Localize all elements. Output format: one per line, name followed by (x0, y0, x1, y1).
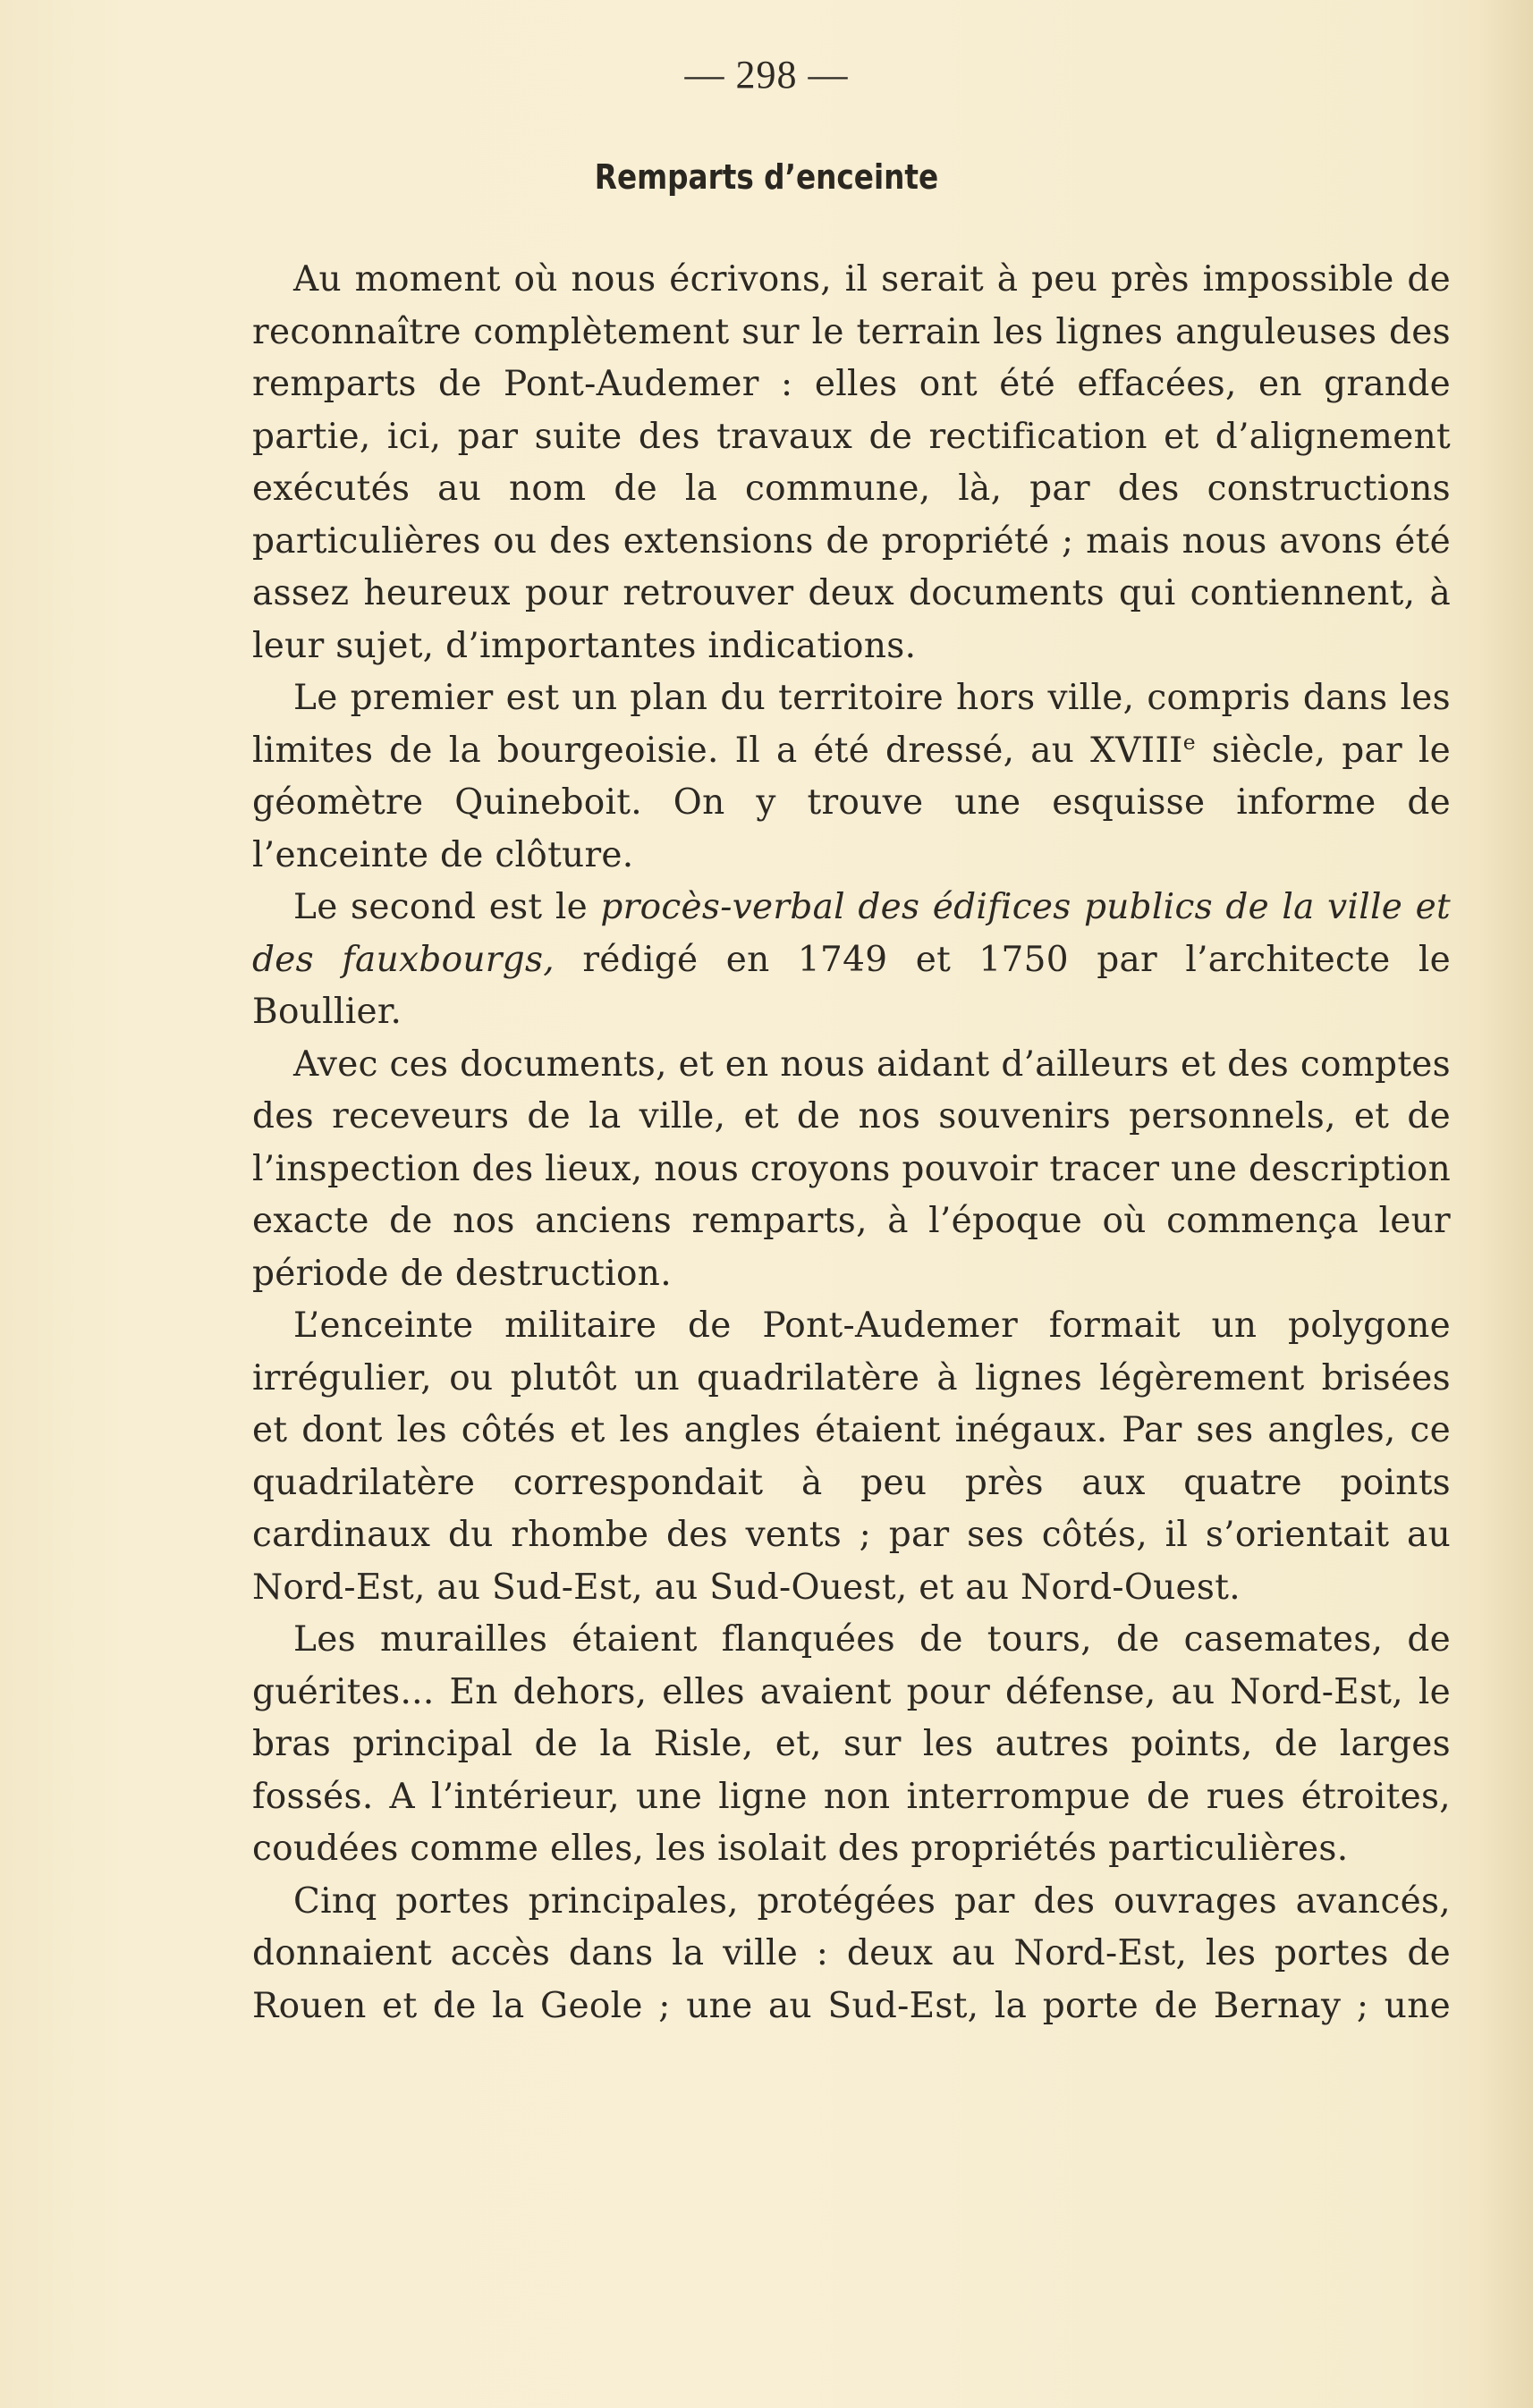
page-number: — 298 — (684, 53, 849, 97)
paragraph-4: Avec ces documents, et en nous aidant d’ailleurs et des comptes des receveurs de la ville, et de nos souvenirs personnels, et de l’inspection des lieux, nous croyons pouvoir tracer une description exacte de nos anciens remparts, à l’époque où commença leur période de destruction. (252, 1043, 1451, 1294)
section-heading: Remparts d’enceinte (594, 157, 939, 197)
paragraph-1: Au moment où nous écrivons, il serait à peu près impossible de reconnaître complètement sur le terrain les lignes anguleuses des remparts de Pont-Audemer : elles ont été effacées, en grande partie, ici, par suite des travaux de rectification et d’alignement exécutés au nom de la commune, là, par des constructions particulières ou des extensions de propriété ; mais nous avons été assez heureux pour retrouver deux documents qui contiennent, à leur sujet, d’importantes indications. (252, 259, 1451, 666)
document-title-italic: procès-verbal des édifices publics de la ville et des fauxbourgs, (252, 887, 1451, 980)
paragraph-6: Les murailles étaient flanquées de tours, de casemates, de guérites... En dehors, elles avaient pour défense, au Nord-Est, le bras principal de la Risle, et, sur les autres points, de larges fossés. A l’intérieur, une ligne non interrompue de rues étroites, coudées comme elles, les isolait des propriétés particulières. (252, 1619, 1451, 1869)
paragraph-3-text-start: Le second est le (293, 887, 601, 927)
paragraph-5: L’enceinte militaire de Pont-Audemer formait un polygone irrégulier, ou plutôt un quadrilatère à lignes légèrement brisées et dont les côtés et les angles étaient inégaux. Par ses angles, ce quadrilatère correspondait à peu près aux quatre points cardinaux du rhombe des vents ; par ses côtés, il s’orientait au Nord-Est, au Sud-Est, au Sud-Ouest, et au Nord-Ouest. (252, 1305, 1451, 1608)
paragraph-7: Cinq portes principales, protégées par des ouvrages avancés, donnaient accès dans la ville : deux au Nord-Est, les portes de Rouen et de la Geole ; une au Sud-Est, la porte de Bernay ; une (252, 1880, 1451, 2026)
paragraph-3 (252, 882, 1451, 1039)
century-superscript: e (1182, 729, 1196, 755)
page-edge-shading (1479, 0, 1533, 2408)
paragraph-2-text-end: siècle, par le géomètre Quineboit. On y trouve une esquisse informe de l’enceinte de clôture. (252, 730, 1452, 875)
paragraph-2 (252, 672, 1451, 882)
paragraph-3-text-end: rédigé en 1749 et 1750 par l’architecte le Boullier. (252, 939, 1451, 1032)
paragraph-2-text-start: Le premier est un plan du territoire hors ville, compris dans les limites de la bourgeoisie. Il a été dressé, au XVIII (252, 678, 1451, 771)
body-text (252, 254, 1451, 2032)
